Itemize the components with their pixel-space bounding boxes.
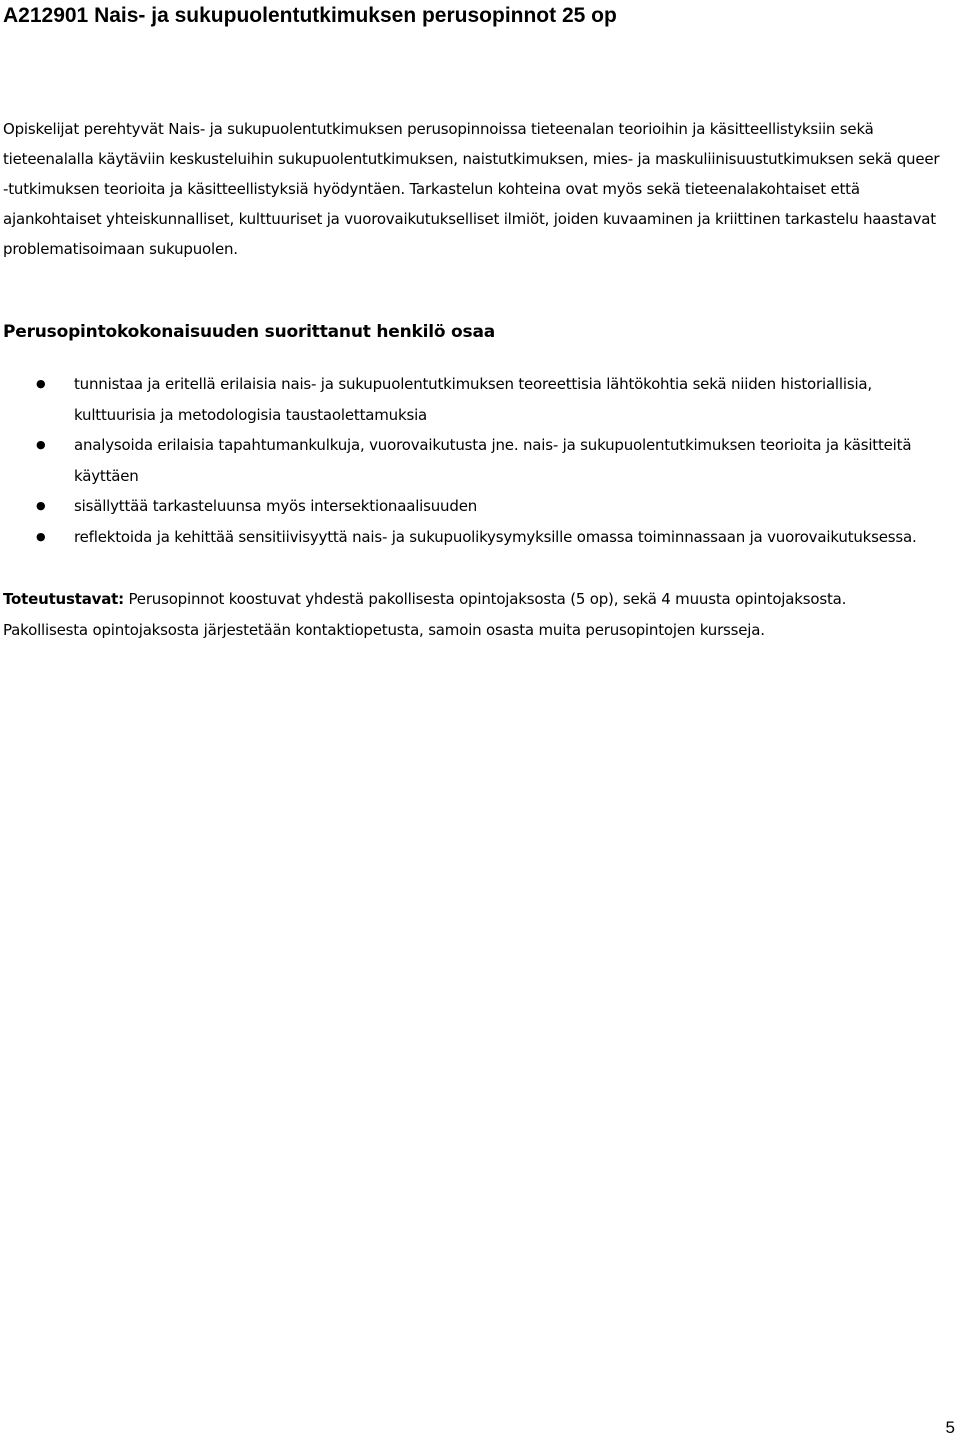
list-item (0, 369, 940, 430)
intro-sentence-2: Tarkastelun kohteina ovat myös sekä tieteenalakohtaiset että ajankohtaiset yhteiskunnalliset, kulttuuriset ja vuorovaikutukselliset ilmiöt, joiden kuvaaminen ja kriittinen tarkastelu haastavat problematisoimaan sukupuolen. (3, 180, 936, 258)
list-item-text: analysoida erilaisia tapahtumankulkuja, vuorovaikutusta jne. nais- ja sukupuolentutkimuksen teorioita ja käsitteitä käyttäen (74, 436, 912, 485)
implementation-text: Perusopinnot koostuvat yhdestä pakollisesta opintojaksosta (5 op), sekä 4 muusta opintojaksosta. Pakollisesta opintojaksosta järjestetään kontaktiopetusta, samoin osasta muita perusopintojen kursseja. (3, 590, 847, 639)
implementation-label: Toteutustavat: (3, 590, 124, 608)
bullet-icon: ● (36, 529, 46, 543)
document-title: A212901 Nais- ja sukupuolentutkimuksen perusopinnot 25 op (3, 4, 617, 27)
page-number: 5 (945, 1418, 955, 1437)
implementation-paragraph (3, 584, 933, 645)
list-item-text: sisällyttää tarkasteluunsa myös intersektionaalisuuden (74, 497, 478, 515)
list-item-text: reflektoida ja kehittää sensitiivisyyttä nais- ja sukupuolikysymyksille omassa toiminnassaan ja vuorovaikutuksessa. (74, 527, 917, 546)
learning-outcomes-heading: Perusopintokokonaisuuden suorittanut henkilö osaa (3, 322, 495, 342)
bullet-icon: ● (36, 499, 46, 512)
bullet-icon: ● (36, 377, 46, 390)
list-item (0, 430, 940, 491)
list-item (0, 491, 940, 522)
intro-paragraph (3, 114, 943, 264)
bullet-icon: ● (36, 438, 46, 451)
list-item-text: tunnistaa ja eritellä erilaisia nais- ja sukupuolentutkimuksen teoreettisia lähtökohtia sekä niiden historiallisia, kulttuurisia ja metodologisia taustaolettamuksia (74, 375, 872, 424)
learning-outcomes-list (0, 369, 940, 552)
intro-sentence-1: Opiskelijat perehtyvät Nais- ja sukupuolentutkimuksen perusopinnoissa tieteenalan teorioihin ja käsitteellistyksiin sekä tieteenalalla käytäviin keskusteluihin sukupuolentutkimuksen, naistutkimuksen, mies- ja maskuliinisuustutkimuksen sekä queer -tutkimuksen teorioita ja käsitteellistyksiä hyödyntäen. (3, 120, 940, 198)
list-item (0, 522, 940, 553)
